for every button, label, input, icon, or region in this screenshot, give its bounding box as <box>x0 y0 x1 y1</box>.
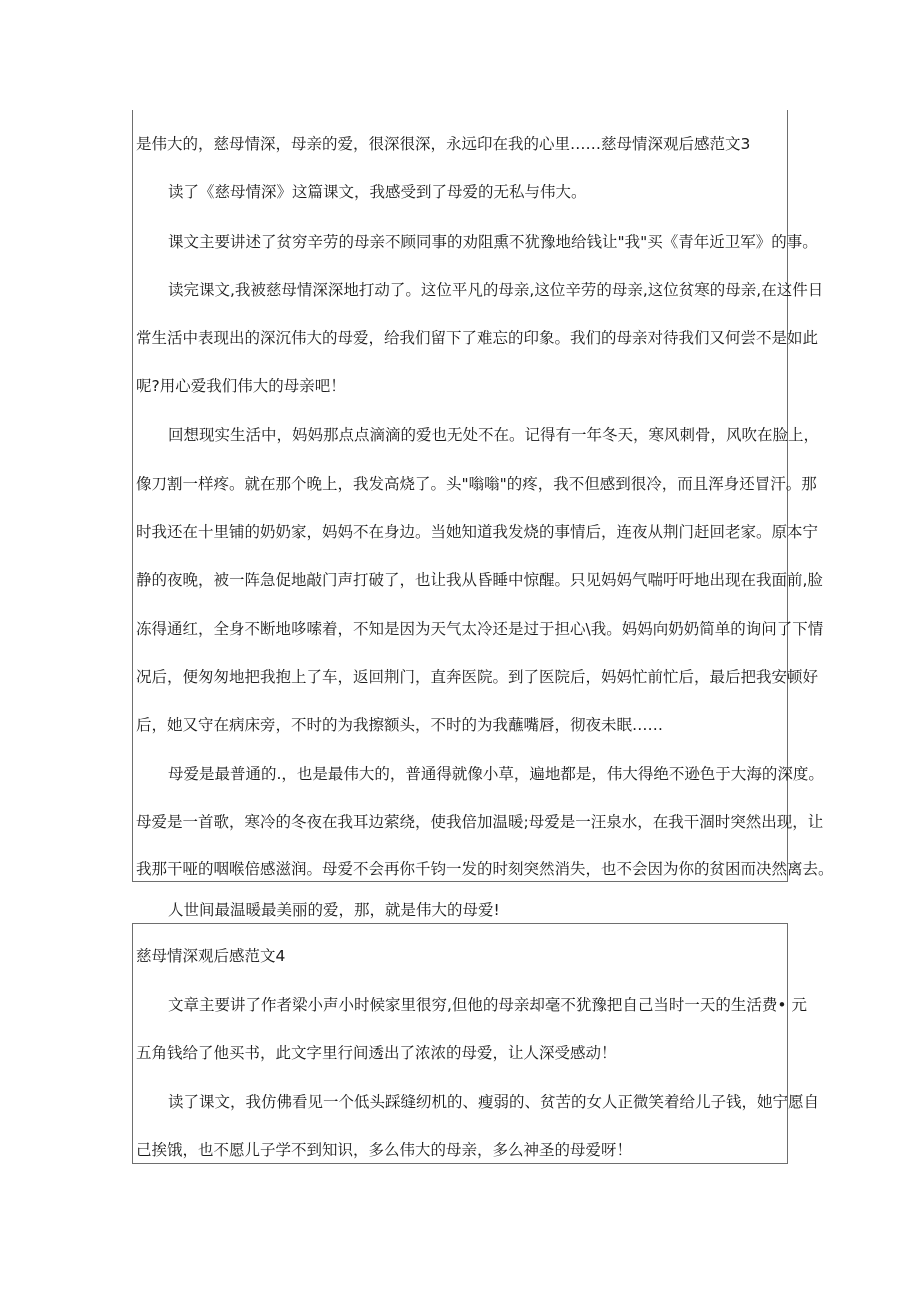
paragraph-line: 文章主要讲了作者梁小声小时候家里很穷,但他的母亲却毫不犹豫把自己当时一天的生活费• 元 <box>168 996 807 1014</box>
paragraph-line: 读了《慈母情深》这篇课文，我感受到了母爱的无私与伟大。 <box>168 183 587 201</box>
paragraph-line: 是伟大的，慈母情深，母亲的爱，很深很深，永远印在我的心里……慈母情深观后感范文3 <box>136 135 751 153</box>
paragraph-line: 时我还在十里铺的奶奶家，妈妈不在身边。当她知道我发烧的事情后，连夜从荆门赶回老家。原本宁 <box>136 523 819 541</box>
paragraph-line: 呢?用心爱我们伟大的母亲吧！ <box>136 377 346 395</box>
paragraph-line: 读了课文，我仿佛看见一个低头踩缝纫机的、瘦弱的、贫苦的女人正微笑着给儿子钱，她宁愿自 <box>168 1093 820 1111</box>
paragraph-line: 回想现实生活中，妈妈那点点滴滴的爱也无处不在。记得有一年冬天，寒风刺骨，风吹在脸上， <box>168 426 820 444</box>
paragraph-line: 况后，便匆匆地把我抱上了车，返回荆门，直奔医院。到了医院后，妈妈忙前忙后，最后把我安顿好 <box>136 668 819 686</box>
paragraph-line: 母爱是一首歌，寒冷的冬夜在我耳边萦绕，使我倍加温暖;母爱是一汪泉水，在我干涸时突然出现，让 <box>136 813 824 831</box>
paragraph-line: 课文主要讲述了贫穷辛劳的母亲不顾同事的劝阻熏不犹豫地给钱让"我"买《青年近卫军》的事。 <box>168 233 818 251</box>
paragraph-line: 静的夜晚，被一阵急促地敲门声打破了，也让我从昏睡中惊醒。只见妈妈气喘吁吁地出现在我面前,脸 <box>136 571 823 589</box>
paragraph-line: 己挨饿，也不愿儿子学不到知识，多么伟大的母亲，多么神圣的母爱呀！ <box>136 1141 633 1159</box>
paragraph-line: 像刀割一样疼。就在那个晚上，我发高烧了。头"嗡嗡"的疼，我不但感到很冷，而且浑身还冒汗。那 <box>136 475 817 493</box>
paragraph-line: 母爱是最普通的.，也是最伟大的，普通得就像小草，遍地都是，伟大得绝不逊色于大海的深度。 <box>168 765 824 783</box>
paragraph-line: 后，她又守在病床旁，不时的为我擦额头，不时的为我蘸嘴唇，彻夜未眠…… <box>136 716 664 734</box>
paragraph-line: 读完课文,我被慈母情深深地打动了。这位平凡的母亲,这位辛劳的母亲,这位贫寒的母亲,在这件日 <box>168 281 824 299</box>
paragraph-line: 五角钱给了他买书，此文字里行间透出了浓浓的母爱，让人深受感动！ <box>136 1044 617 1062</box>
section-heading: 慈母情深观后感范文4 <box>136 947 286 965</box>
paragraph-line: 冻得通红，全身不断地哆嗦着，不知是因为天气太冷还是过于担心\我。妈妈向奶奶简单的询问了下情 <box>136 620 824 638</box>
paragraph-line: 我那干哑的咽喉倍感滋润。母爱不会再你千钧一发的时刻突然消失，也不会因为你的贫困而决然离去。 <box>136 860 834 878</box>
standalone-line: 人世间最温暖最美丽的爱，那，就是伟大的母爱! <box>168 901 500 919</box>
paragraph-line: 常生活中表现出的深沉伟大的母爱，给我们留下了难忘的印象。我们的母亲对待我们又何尝不是如此 <box>136 329 819 347</box>
